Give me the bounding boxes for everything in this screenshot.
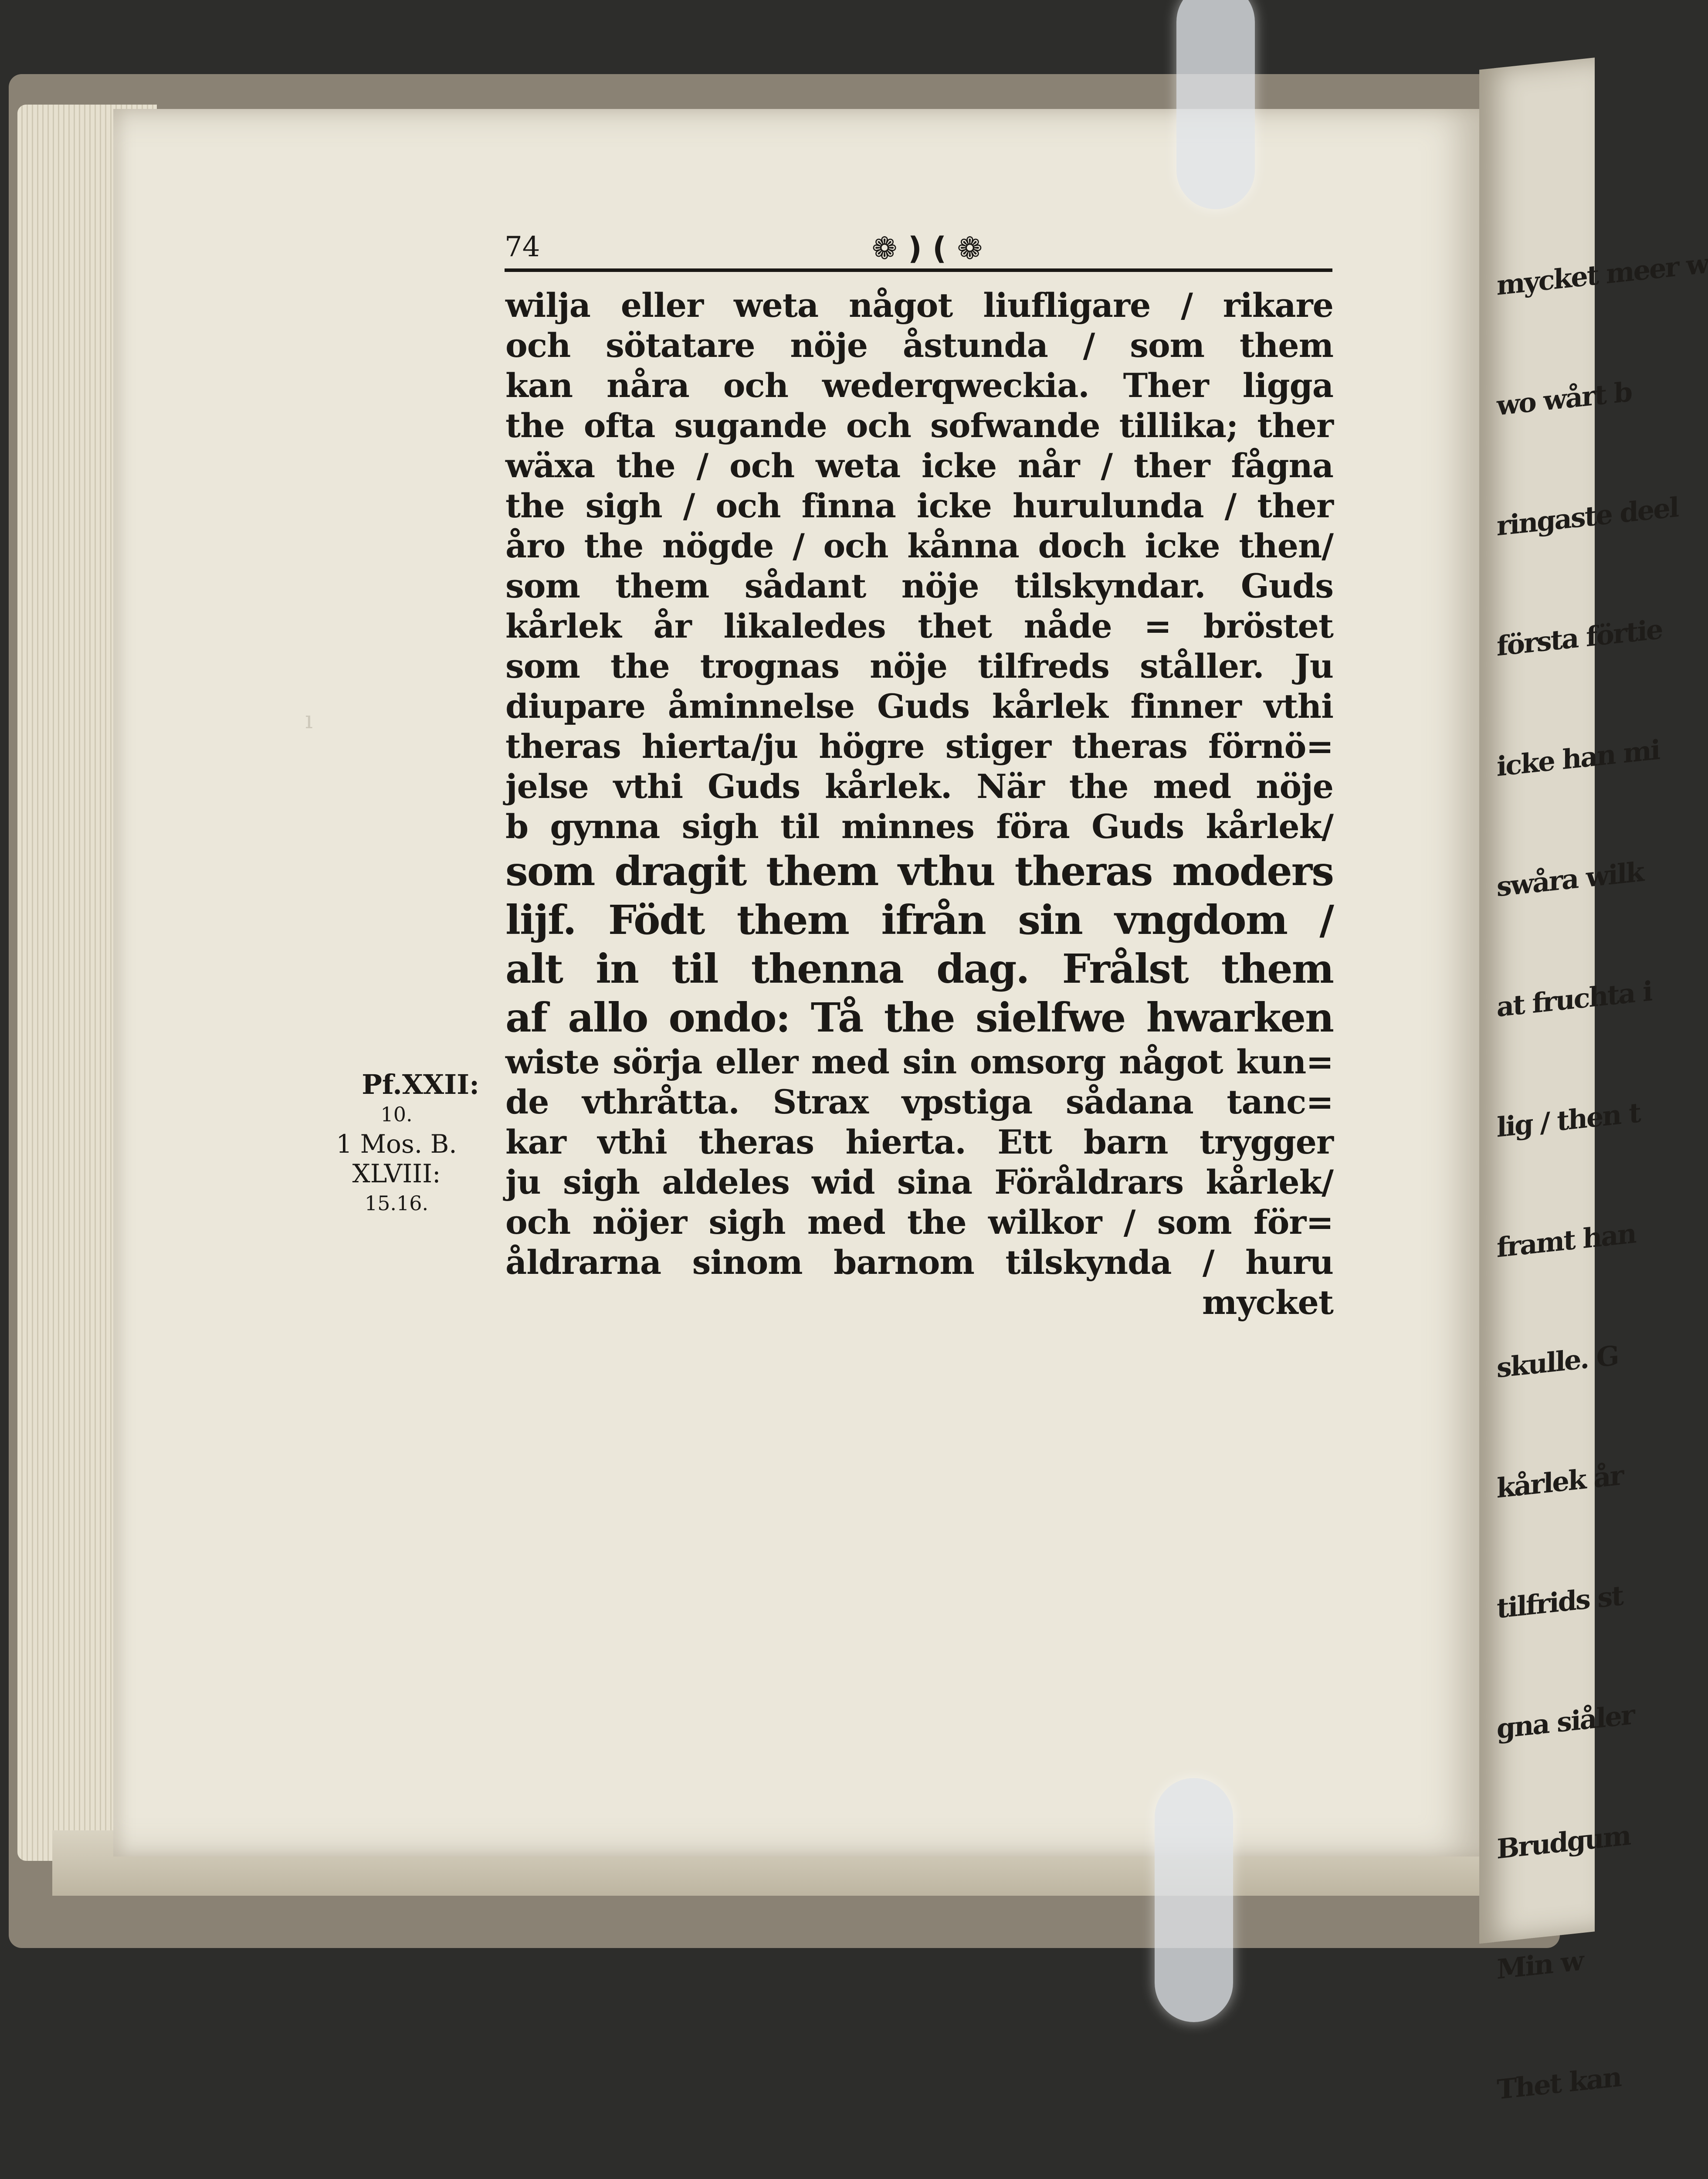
facing-line: lig / then t bbox=[1497, 1096, 1640, 1144]
facing-line: wo wårt b bbox=[1497, 376, 1632, 422]
bleed-through: ı bbox=[305, 706, 313, 734]
page-clip-bottom bbox=[1155, 1778, 1233, 2022]
facing-line: Brudgum bbox=[1497, 1819, 1630, 1865]
text-line: wiste sörja eller med sin omsorg något kun= bbox=[505, 1042, 1333, 1081]
text-line: åro the nögde / och kånna doch icke then/ bbox=[505, 526, 1333, 565]
page-number: 74 bbox=[505, 231, 540, 263]
text-line: kar vthi theras hierta. Ett barn trygger bbox=[505, 1123, 1333, 1161]
margin-references bbox=[314, 1070, 479, 1218]
facing-line: Min w bbox=[1497, 1945, 1583, 1986]
text-line: wilja eller weta något liufligare / rikare bbox=[505, 286, 1333, 325]
text-line: the ofta sugande och sofwande tillika; ther bbox=[505, 406, 1333, 445]
text-line: de vthråtta. Strax vpstiga sådana tanc= bbox=[505, 1083, 1333, 1121]
facing-page bbox=[1479, 58, 1708, 2106]
text-line-quote: alt in til thenna dag. Frålst them bbox=[505, 945, 1333, 992]
text-line-quote: som dragit them vthu theras moders bbox=[505, 848, 1333, 895]
facing-line: at fruchta i bbox=[1497, 975, 1652, 1023]
facing-page-text bbox=[1497, 163, 1708, 2179]
page-clip-top bbox=[1176, 0, 1255, 209]
text-line: som them sådant nöje tilskyndar. Guds bbox=[505, 567, 1333, 605]
facing-line: tilfrids st bbox=[1497, 1579, 1623, 1625]
catchword: mycket bbox=[1202, 1283, 1333, 1322]
margin-ref-psalm-verse: 10. bbox=[380, 1103, 413, 1126]
body-text bbox=[505, 285, 1333, 1323]
margin-ref-psalm: Pf.XXII: bbox=[362, 1069, 479, 1100]
page-header bbox=[505, 231, 1332, 275]
header-ornament-icon: ❁ ) ( ❁ bbox=[871, 231, 983, 266]
text-line: diupare åminnelse Guds kårlek finner vthi bbox=[505, 687, 1333, 726]
facing-line: icke han mi bbox=[1497, 733, 1660, 783]
facing-line bbox=[1497, 2168, 1708, 2179]
text-line: kårlek år likaledes thet nåde = bröstet bbox=[505, 607, 1333, 645]
margin-ref-genesis: 1 Mos. B. bbox=[336, 1129, 457, 1159]
text-line: the sigh / och finna icke hurulunda / ther bbox=[505, 486, 1333, 525]
text-line: b gynna sigh til minnes föra Guds kårlek/ bbox=[505, 807, 1333, 846]
facing-line: gna siåler bbox=[1497, 1698, 1634, 1745]
text-line: jelse vthi Guds kårlek. När the med nöje bbox=[505, 767, 1333, 806]
facing-line: framt han bbox=[1497, 1217, 1636, 1264]
facing-line: Thet kan bbox=[1497, 2060, 1621, 2106]
facing-line: kårlek år bbox=[1497, 1459, 1623, 1504]
header-rule bbox=[505, 268, 1332, 272]
facing-line: första förtie bbox=[1497, 613, 1662, 662]
margin-ref-genesis-chapter: XLVIII: bbox=[352, 1159, 441, 1188]
text-line: och nöjer sigh med the wilkor / som för= bbox=[505, 1203, 1333, 1242]
text-line-quote: af allo ondo: Tå the sielfwe hwarken bbox=[505, 994, 1333, 1041]
facing-line: ringaste deel bbox=[1497, 491, 1678, 542]
text-line: kan nåra och wederqweckia. Ther ligga bbox=[505, 366, 1333, 405]
text-line-quote: lijf. Födt them ifrån sin vngdom / bbox=[505, 896, 1333, 944]
text-line: ju sigh aldeles wid sina Föråldrars kårlek/ bbox=[505, 1163, 1333, 1202]
text-line: wäxa the / och weta icke når / ther fågna bbox=[505, 446, 1333, 485]
facing-line: swåra wilk bbox=[1497, 855, 1644, 903]
facing-line: skulle. G bbox=[1497, 1339, 1618, 1384]
text-line: theras hierta/ju högre stiger theras förnö= bbox=[505, 727, 1333, 766]
text-line: och sötatare nöje åstunda / som them bbox=[505, 326, 1333, 365]
facing-line: mycket meer w bbox=[1497, 247, 1708, 302]
margin-ref-genesis-verse: 15.16. bbox=[364, 1191, 429, 1215]
text-line: som the trognas nöje tilfreds ståller. Ju bbox=[505, 647, 1333, 686]
text-line: åldrarna sinom barnom tilskynda / huru bbox=[505, 1243, 1333, 1282]
